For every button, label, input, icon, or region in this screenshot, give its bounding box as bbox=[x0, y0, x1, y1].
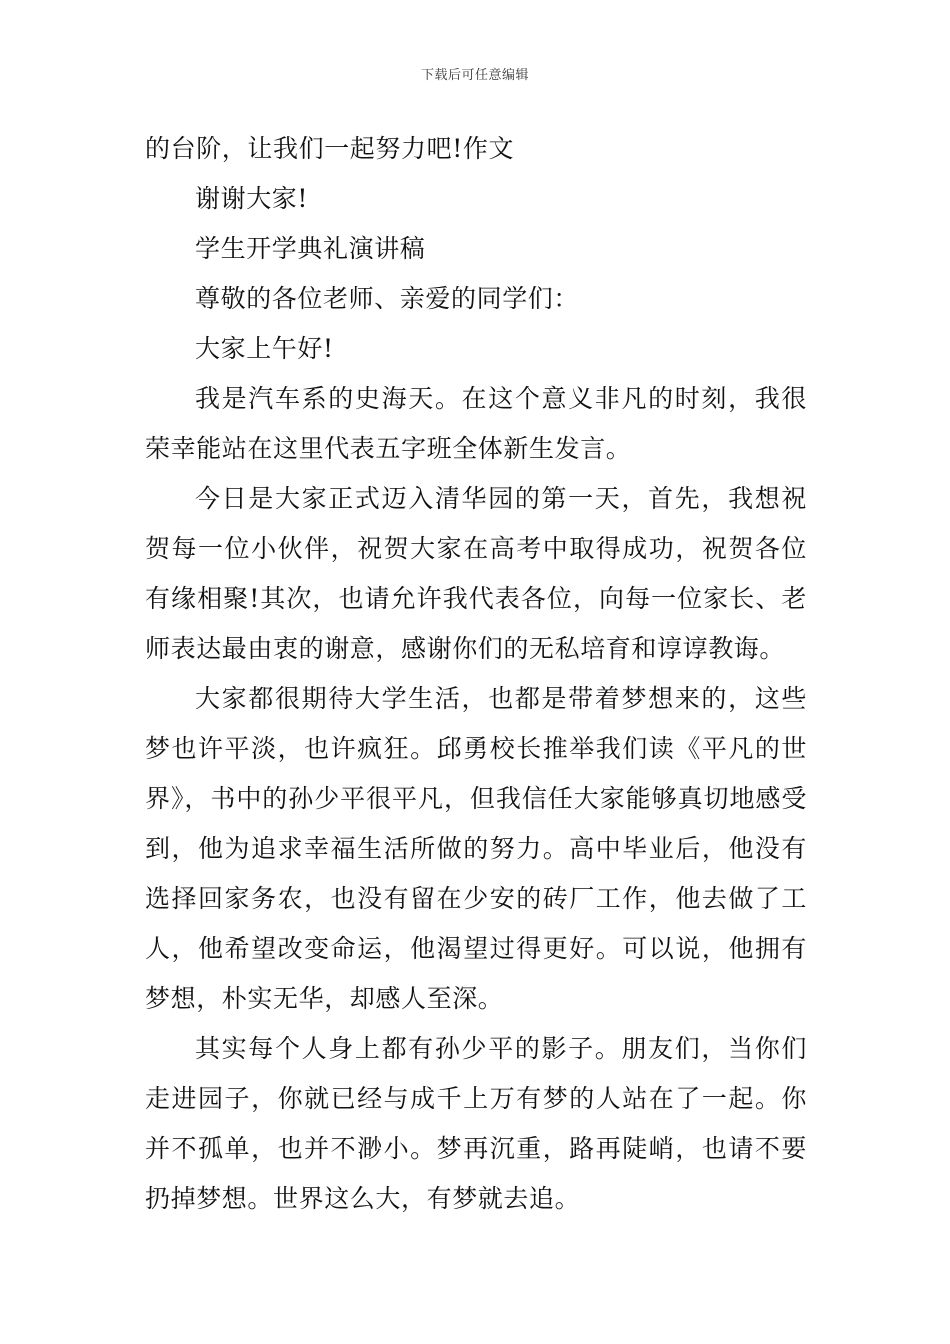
salutation: 尊敬的各位老师、亲爱的同学们： bbox=[195, 284, 580, 313]
paragraph-introduction: 我是汽车系的史海天。在这个意义非凡的时刻，我很荣幸能站在这里代表五字班全体新生发言。 bbox=[145, 384, 807, 463]
paragraph-dreams: 大家都很期待大学生活，也都是带着梦想来的，这些梦也许平淡，也许疯狂。邱勇校长推举我们读《平凡的世界》，书中的孙少平很平凡，但我信任大家能够真切地感受到，他为追求幸福生活所做的努力。高中毕业后，他没有选择回家务农，也没有留在少安的砖厂工作，他去做了工人，他希望改变命运，他渴望过得更好。可以说，他拥有梦想，朴实无华，却感人至深。 bbox=[145, 684, 807, 1013]
speech-title: 学生开学典礼演讲稿 bbox=[195, 234, 426, 263]
paragraph-congratulations: 今日是大家正式迈入清华园的第一天，首先，我想祝贺每一位小伙伴，祝贺大家在高考中取得成功，祝贺各位有缘相聚!其次，也请允许我代表各位，向每一位家长、老师表达最由衷的谢意，感谢你们的无私培育和谆谆教诲。 bbox=[145, 484, 807, 663]
paragraph-encouragement: 其实每个人身上都有孙少平的影子。朋友们，当你们走进园子，你就已经与成千上万有梦的人站在了一起。你并不孤单，也并不渺小。梦再沉重，路再陡峭，也请不要扔掉梦想。世界这么大，有梦就去追。 bbox=[145, 1034, 807, 1213]
page-header: 下载后可任意编辑 bbox=[420, 68, 529, 83]
greeting: 大家上午好! bbox=[195, 334, 334, 363]
document-body bbox=[145, 124, 807, 1224]
paragraph-continuation: 的台阶，让我们一起努力吧!作文 bbox=[145, 134, 515, 163]
paragraph-thanks: 谢谢大家! bbox=[195, 184, 309, 213]
